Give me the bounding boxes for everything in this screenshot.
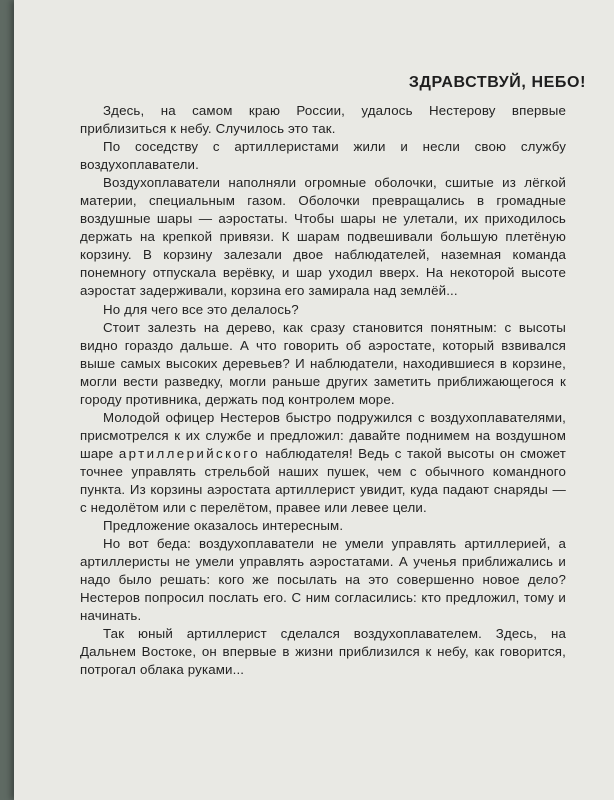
paragraph: Здесь, на самом краю России, удалось Нестерову впервые приблизиться к небу. Случилось это так. — [80, 103, 566, 137]
book-page — [14, 0, 614, 800]
body-text — [80, 102, 566, 680]
paragraph: Предложение оказалось интересным. — [103, 518, 344, 534]
spaced-emphasis: артиллерийского — [118, 445, 260, 461]
paragraph: Так юный артиллерист сделался воздухоплавателем. Здесь, на Дальнем Востоке, он впервые в жизни приблизился к небу, как говорится, потрогал облака руками... — [80, 626, 566, 678]
paragraph-part: наблюдателя! Ведь с такой высоты он сможет точнее управлять стрельбой наших пушек, чем с обычного командного пункта. Из корзины аэростата артиллерист увидит, куда падают снаряды — с недолётом или с перелётом, правее или левее цели. — [80, 445, 566, 516]
chapter-heading: ЗДРАВСТВУЙ, НЕБО! — [408, 74, 586, 91]
paragraph: По соседству с артиллеристами жили и несли свою службу воздухоплаватели. — [80, 139, 566, 173]
paragraph: Но вот беда: воздухоплаватели не умели управлять артиллерией, а артиллеристы не умели управлять аэростатами. А ученья приближались и надо было решать: кого же посылать на это совершенно новое дело? Нестеров попросил послать его. С ним согласились: кто предложил, тому и начинать. — [80, 536, 566, 624]
paragraph: Но для чего все это делалось? — [103, 301, 299, 317]
paragraph: Воздухоплаватели наполняли огромные оболочки, сшитые из лёгкой материи, специальным газом. Оболочки превращались в громадные воздушные шары — аэростаты. Чтобы шары не улетали, их приходилось держать на крепкой привязи. К шарам подвешивали большую плетёную корзину. В корзину залезали двое наблюдателей, наземная команда понемногу отпускала верёвку, и шар уходил вверх. На некоторой высоте аэростат задерживали, корзина его замирала над землёй... — [80, 175, 566, 299]
paragraph-part: Молодой офицер Нестеров быстро подружился с воздухоплавателями, присмотрелся к их службе и предложил: давайте поднимем на воздушном шаре — [80, 409, 566, 461]
paragraph: Стоит залезть на дерево, как сразу становится понятным: с высоты видно гораздо дальше. А что говорить об аэростате, который взвивался выше самых высоких деревьев? И наблюдатели, находившиеся в корзине, могли вести разведку, могли раньше других заметить приближающегося к городу противника, держать под контролем море. — [80, 319, 566, 407]
paragraph — [80, 409, 566, 517]
